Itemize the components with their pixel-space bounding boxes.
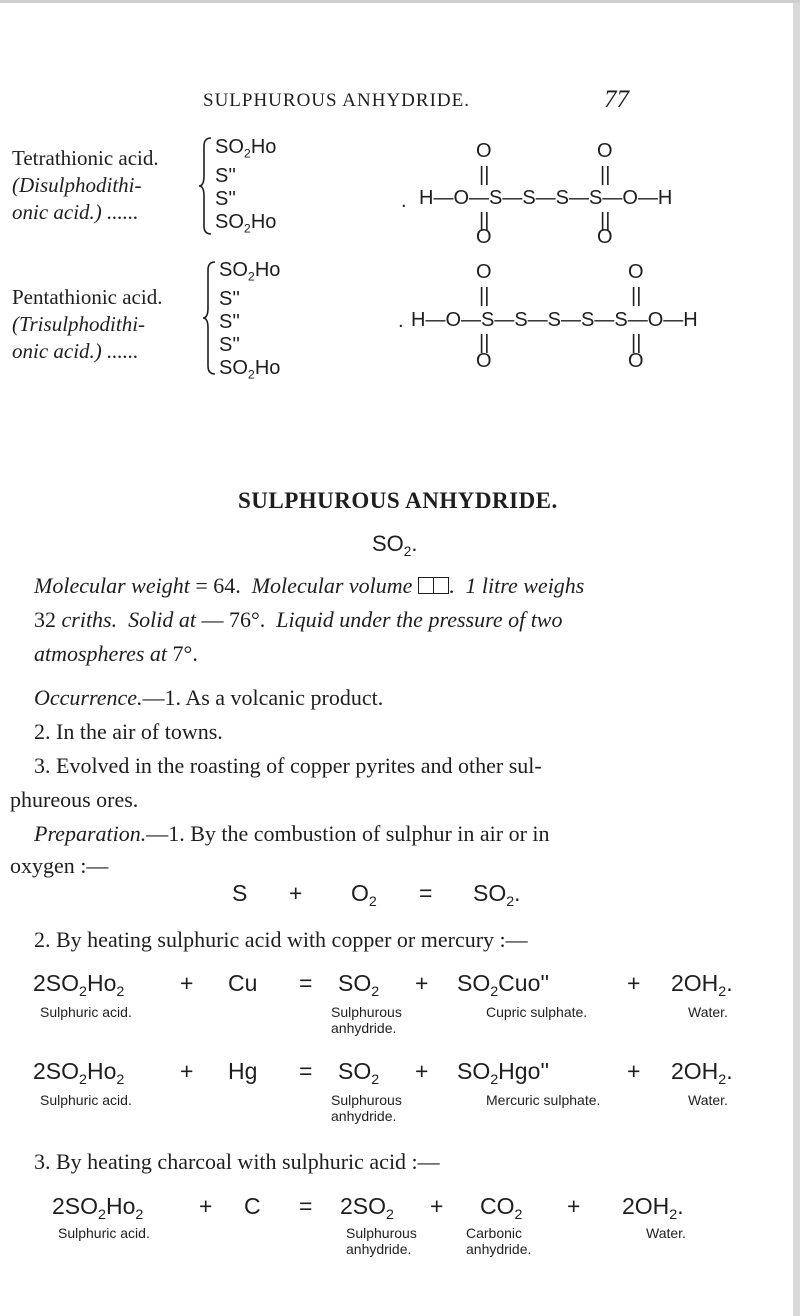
eq4-equals: = <box>299 1193 313 1219</box>
properties-line-2 <box>34 607 563 633</box>
eq2-cu: Cu <box>228 970 258 996</box>
tetrathionic-label <box>12 145 159 226</box>
tetrathionic-brace <box>198 136 214 236</box>
criths-num: 32 <box>34 607 56 632</box>
eq2-water: $2OH_2$. <box>671 970 733 1000</box>
solid-value: — 76°. <box>201 607 266 632</box>
preparation-line-2: oxygen :— <box>10 853 109 878</box>
tetrathionic-alt-name: (Disulphodithi- <box>12 173 142 197</box>
penta-top-o-2: O <box>628 261 644 283</box>
page-number: 77 <box>604 86 629 113</box>
tetra-double-bond-bot-1: || <box>479 210 490 232</box>
eq3-label-1: Sulphuric acid. <box>40 1092 132 1108</box>
penta-double-bond-bot-2: || <box>631 332 642 354</box>
eq3-label-2: Sulphurous anhydride. <box>331 1092 402 1124</box>
tetra-formula-line-4: $SO_2Ho$ <box>215 211 277 236</box>
eq1-equals: = <box>419 880 433 906</box>
tetra-top-o-1: O <box>476 140 492 162</box>
eq4-label-3: Carbonic anhydride. <box>466 1225 532 1257</box>
penta-formula-line-1: $SO_2Ho$ <box>219 259 281 284</box>
eq2-plus-3: + <box>627 970 641 996</box>
liquid-cont: atmospheres at <box>34 641 168 666</box>
liquid-temp: 7°. <box>172 641 198 666</box>
eq3-hg: Hg <box>228 1058 258 1084</box>
eq3-label-4: Water. <box>688 1092 728 1108</box>
pentathionic-name: Pentathionic acid. <box>12 285 163 309</box>
penta-formula-line-2: S'' <box>219 288 240 311</box>
tetra-double-bond-top-1: || <box>479 164 490 186</box>
tetra-double-bond-top-2: || <box>600 164 611 186</box>
eq3-h2so4: $2SO_2Ho_2$ <box>33 1058 125 1088</box>
penta-double-bond-top-2: || <box>631 285 642 307</box>
penta-dot: . <box>398 310 404 332</box>
mw-value: = 64. <box>195 573 241 598</box>
eq3-plus-3: + <box>627 1058 641 1084</box>
eq3-label-3: Mercuric sulphate. <box>486 1092 601 1108</box>
tetra-chain: H—O—S—S—S—S—O—H <box>419 187 673 209</box>
eq2-label-1: Sulphuric acid. <box>40 1004 132 1020</box>
eq3-plus-2: + <box>415 1058 429 1084</box>
preparation-line-4: 3. By heating charcoal with sulphuric acid :— <box>34 1149 440 1174</box>
penta-bottom-o-1: O <box>476 350 492 372</box>
penta-top-o-1: O <box>476 261 492 283</box>
running-head: SULPHUROUS ANHYDRIDE. <box>203 90 470 111</box>
eq4-label-1: Sulphuric acid. <box>58 1225 150 1241</box>
tetra-dot: . <box>401 190 407 212</box>
eq2-cuso4: $SO_2Cuo''$ <box>457 970 550 1000</box>
occurrence-item-3-cont: phureous ores. <box>10 787 139 812</box>
eq3-water: $2OH_2$. <box>671 1058 733 1088</box>
eq3-equals: = <box>299 1058 313 1084</box>
occurrence-item-1: —1. As a volcanic product. <box>142 685 384 710</box>
eq3-plus-1: + <box>180 1058 194 1084</box>
preparation-line-3: 2. By heating sulphuric acid with copper or mercury :— <box>34 927 528 952</box>
liquid-text: Liquid under the pressure of two <box>276 607 563 632</box>
tetrathionic-formula <box>215 136 276 241</box>
eq2-label-2: Sulphurous anhydride. <box>331 1004 402 1036</box>
eq4-plus-1: + <box>199 1193 213 1219</box>
properties-line-1: Molecular weight = 64. Molecular volume . 1 litre weighs <box>34 573 585 598</box>
occurrence-heading: Occurrence. <box>34 685 143 710</box>
preparation-heading: Preparation. <box>34 821 147 846</box>
eq4-water: $2OH_2$. <box>622 1193 684 1223</box>
penta-bottom-o-2: O <box>628 350 644 372</box>
pentathionic-label <box>12 284 162 365</box>
litre-text: 1 litre weighs <box>465 573 585 598</box>
eq2-equals: = <box>299 970 313 996</box>
eq4-plus-3: + <box>567 1193 581 1219</box>
penta-formula-line-5: $SO_2Ho$ <box>219 357 281 382</box>
eq4-co2: $CO_2$ <box>480 1193 523 1223</box>
tetra-top-o-2: O <box>597 140 613 162</box>
penta-double-bond-bot-1: || <box>479 332 490 354</box>
eq2-so2: $SO_2$ <box>338 970 380 1000</box>
eq2-h2so4: $2SO_2Ho_2$ <box>33 970 125 1000</box>
tetra-double-bond-bot-2: || <box>600 210 611 232</box>
eq4-label-4: Water. <box>646 1225 686 1241</box>
occurrence-line-1 <box>34 685 383 711</box>
eq2-plus-1: + <box>180 970 194 996</box>
eq4-plus-2: + <box>430 1193 444 1219</box>
eq1-s: S <box>232 880 248 906</box>
pentathionic-alt-name: (Trisulphodithi- <box>12 312 146 336</box>
eq4-h2so4: $2SO_2Ho_2$ <box>52 1193 144 1223</box>
criths-word: criths. <box>61 607 118 632</box>
tetra-formula-line-3: S'' <box>215 188 236 211</box>
volume-square-icon-2 <box>434 577 449 594</box>
eq3-so2: $SO_2$ <box>338 1058 380 1088</box>
penta-formula-line-3: S'' <box>219 311 240 334</box>
occurrence-item-3: 3. Evolved in the roasting of copper pyrites and other sul- <box>34 753 542 778</box>
eq4-c: C <box>244 1193 261 1219</box>
properties-line-3 <box>34 641 198 667</box>
preparation-line-1 <box>34 821 550 847</box>
tetra-formula-line-1: $SO_2Ho$ <box>215 136 277 161</box>
eq1-plus: + <box>289 880 303 906</box>
eq4-so2: $2SO_2$ <box>340 1193 394 1223</box>
pentathionic-formula <box>219 259 280 387</box>
occurrence-item-2: 2. In the air of towns. <box>34 719 223 744</box>
eq2-plus-2: + <box>415 970 429 996</box>
tetrathionic-name: Tetrathionic acid. <box>12 146 159 170</box>
tetrathionic-alt-name-cont: onic acid.) ...... <box>12 200 139 224</box>
pentathionic-brace <box>202 260 218 376</box>
tetra-bottom-o-2: O <box>597 226 613 248</box>
tetra-formula-line-2: S'' <box>215 165 236 188</box>
eq2-label-3: Cupric sulphate. <box>486 1004 588 1020</box>
eq1-o2: $O_2$ <box>351 880 377 910</box>
pentathionic-alt-name-cont: onic acid.) ...... <box>12 339 139 363</box>
mw-label: Molecular weight <box>34 573 190 598</box>
solid-label: Solid at <box>128 607 196 632</box>
preparation-text-1: —1. By the combustion of sulphur in air or in <box>146 821 550 846</box>
penta-double-bond-top-1: || <box>479 285 490 307</box>
mv-label: Molecular volume <box>251 573 413 598</box>
penta-formula-line-4: S'' <box>219 334 240 357</box>
eq2-label-4: Water. <box>688 1004 728 1020</box>
tetra-bottom-o-1: O <box>476 226 492 248</box>
volume-square-icon <box>418 577 434 594</box>
eq1-so2: $SO_2$. <box>473 880 521 910</box>
section-formula: $SO_2$. <box>372 531 418 559</box>
eq3-hgso4: $SO_2Hgo''$ <box>457 1058 550 1088</box>
penta-chain: H—O—S—S—S—S—S—O—H <box>411 309 698 331</box>
section-title: SULPHUROUS ANHYDRIDE. <box>238 488 558 513</box>
eq4-label-2: Sulphurous anhydride. <box>346 1225 417 1257</box>
